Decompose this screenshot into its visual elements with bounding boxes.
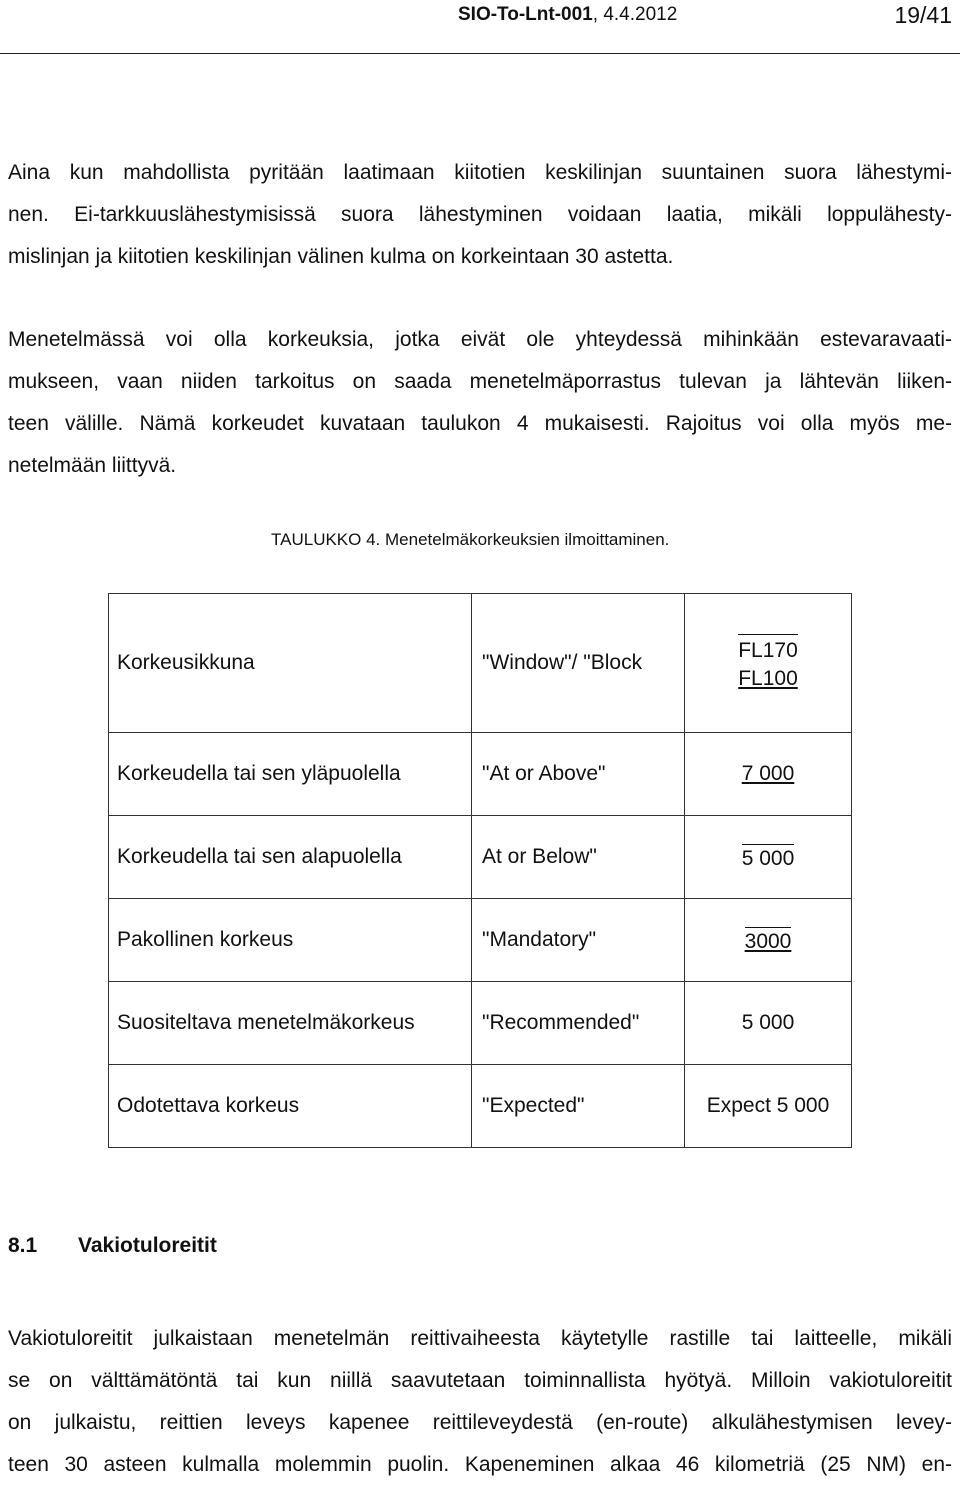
table-row bbox=[109, 594, 852, 733]
table-cell: "Mandatory" bbox=[472, 899, 685, 982]
text-line: Menetelmässä voi olla korkeuksia, jotka eivät ole yhteydessä mihinkään estevaravaati- bbox=[8, 328, 952, 351]
table-cell: "Expected" bbox=[472, 1065, 685, 1148]
text-line: nen. Ei-tarkkuuslähestymisissä suora lähestyminen voidaan laatia, mikäli loppulähesty- bbox=[8, 203, 952, 226]
text-line: mukseen, vaan niiden tarkoitus on saada menetelmäporrastus tulevan ja lähtevän liiken- bbox=[8, 370, 952, 393]
table-cell: Expect 5 000 bbox=[685, 1065, 852, 1148]
table-row bbox=[109, 1065, 852, 1148]
altitude-window bbox=[738, 634, 798, 693]
page-number: 19/41 bbox=[894, 2, 952, 28]
table-cell: At or Below" bbox=[472, 816, 685, 899]
text-line: se on välttämätöntä tai kun niillä saavutetaan toiminnallista hyötyä. Milloin vakiotuloreitit bbox=[8, 1369, 952, 1392]
table-cell: Korkeusikkuna bbox=[109, 594, 472, 733]
table-cell: 5 000 bbox=[685, 982, 852, 1065]
lower-limit: FL100 bbox=[738, 666, 798, 690]
table-cell bbox=[685, 899, 852, 982]
table-row bbox=[109, 982, 852, 1065]
table-row bbox=[109, 816, 852, 899]
text-line: Aina kun mahdollista pyritään laatimaan kiitotien keskilinjan suuntainen suora lähestymi- bbox=[8, 161, 952, 184]
text-line: on julkaistu, reittien leveys kapenee reittileveydestä (en-route) alkulähestymisen levey- bbox=[8, 1411, 952, 1434]
altitude-value: 7 000 bbox=[741, 762, 795, 785]
table-cell: "Window"/ "Block bbox=[472, 594, 685, 733]
section-number: 8.1 bbox=[8, 1234, 38, 1257]
text-line: teen 30 asteen kulmalla molemmin puolin. Kapeneminen alkaa 46 kilometriä (25 NM) en- bbox=[8, 1453, 952, 1476]
table-cell: Pakollinen korkeus bbox=[109, 899, 472, 982]
text-line: mislinjan ja kiitotien keskilinjan välinen kulma on korkeintaan 30 astetta. bbox=[8, 245, 674, 268]
table-row bbox=[109, 733, 852, 816]
altitude-value: 3000 bbox=[745, 927, 792, 954]
table-cell: "Recommended" bbox=[472, 982, 685, 1065]
table-row bbox=[109, 899, 852, 982]
table-cell: Korkeudella tai sen alapuolella bbox=[109, 816, 472, 899]
page-header bbox=[0, 0, 960, 56]
upper-limit: FL170 bbox=[738, 634, 798, 665]
table-cell bbox=[685, 816, 852, 899]
paragraph-standard-arrivals bbox=[8, 1318, 952, 1486]
section-heading bbox=[8, 1234, 217, 1258]
table-cell: Odotettava korkeus bbox=[109, 1065, 472, 1148]
section-title: Vakiotuloreitit bbox=[78, 1234, 217, 1257]
text-line: Vakiotuloreitit julkaistaan menetelmän reittivaiheesta käytetylle rastille tai laitteelle, mikäli bbox=[8, 1327, 952, 1350]
document-id: SIO-To-Lnt-001, 4.4.2012 bbox=[458, 4, 678, 25]
header-rule bbox=[0, 53, 960, 54]
text-line: teen välille. Nämä korkeudet kuvataan taulukon 4 mukaisesti. Rajoitus voi olla myös me- bbox=[8, 412, 952, 435]
text-line: netelmään liittyvä. bbox=[8, 454, 177, 477]
table-cell: "At or Above" bbox=[472, 733, 685, 816]
table-cell bbox=[685, 733, 852, 816]
table-cell bbox=[685, 594, 852, 733]
altitude-table bbox=[108, 593, 852, 1148]
table-cell: Korkeudella tai sen yläpuolella bbox=[109, 733, 472, 816]
paragraph-altitudes bbox=[8, 319, 952, 487]
paragraph-approach bbox=[8, 152, 952, 278]
altitude-value: 5 000 bbox=[742, 844, 795, 871]
table-cell: Suositeltava menetelmäkorkeus bbox=[109, 982, 472, 1065]
table-caption: TAULUKKO 4. Menetelmäkorkeuksien ilmoittaminen. bbox=[271, 530, 670, 549]
